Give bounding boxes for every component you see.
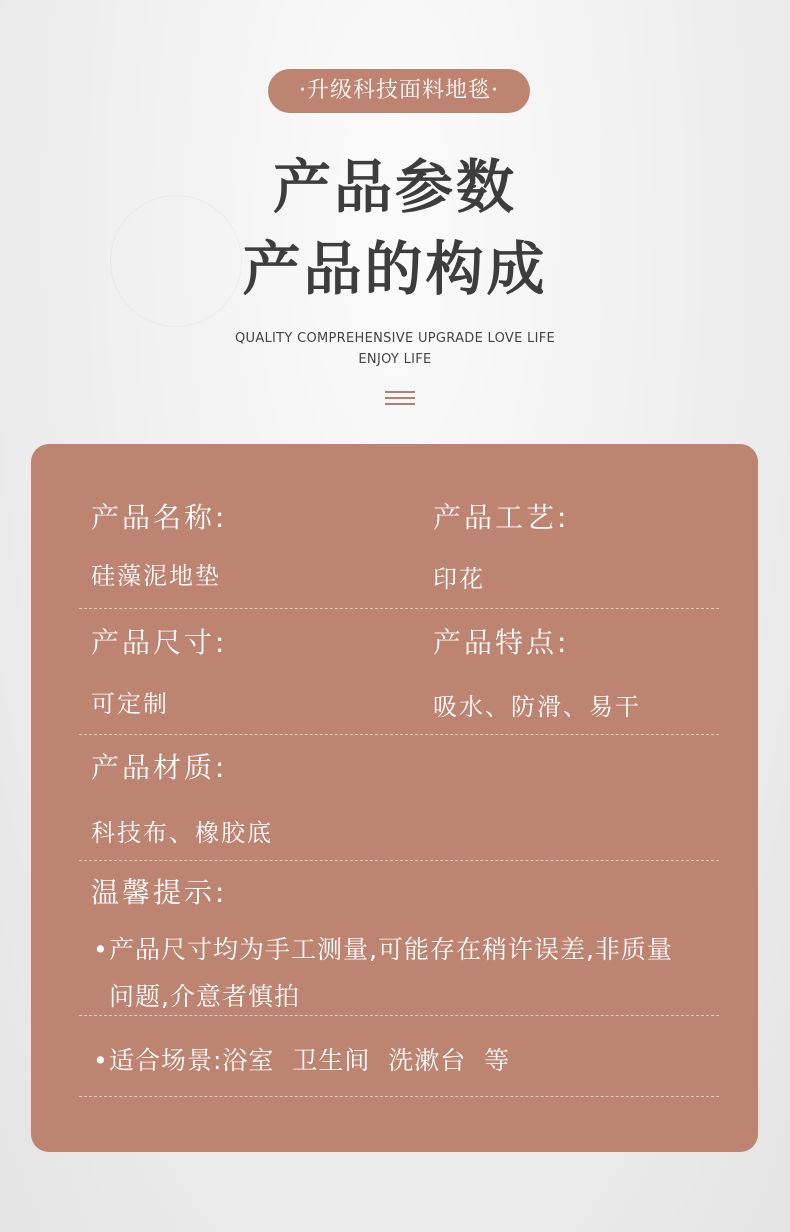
tip-usage-scenes: 适合场景:浴室 卫生间 洗漱台 等 [109, 1046, 511, 1075]
product-feature-label: 产品特点: [433, 626, 570, 659]
divider [79, 1096, 719, 1097]
spec-card [31, 444, 758, 1152]
product-name-label: 产品名称: [91, 501, 228, 534]
product-material-value: 科技布、橡胶底 [91, 819, 273, 847]
tip-size-line2: 问题,介意者慎拍 [109, 982, 300, 1011]
product-craft-value: 印花 [433, 565, 485, 593]
product-name-value: 硅藻泥地垫 [91, 562, 221, 590]
page-title: 产品参数 [272, 153, 517, 221]
page-subtitle-heading: 产品的构成 [242, 235, 548, 303]
english-subtitle-line1: QUALITY COMPREHENSIVE UPGRADE LOVE LIFE [234, 331, 556, 346]
product-craft-label: 产品工艺: [433, 501, 570, 534]
tagline-badge: ·升级科技面料地毯· [268, 69, 530, 113]
menu-icon [385, 391, 415, 407]
english-subtitle-line2: ENJOY LIFE [358, 352, 432, 367]
tip-size-line1: 产品尺寸均为手工测量,可能存在稍许误差,非质量 [109, 935, 673, 964]
product-feature-value: 吸水、防滑、易干 [433, 693, 641, 721]
divider [79, 734, 719, 735]
product-size-label: 产品尺寸: [91, 626, 228, 659]
bullet-icon: • [93, 935, 108, 964]
tips-label: 温馨提示: [91, 876, 228, 909]
divider [79, 860, 719, 861]
bullet-icon: • [93, 1046, 108, 1075]
divider [79, 1015, 719, 1016]
divider [79, 608, 719, 609]
product-material-label: 产品材质: [91, 751, 228, 784]
product-size-value: 可定制 [91, 690, 169, 718]
